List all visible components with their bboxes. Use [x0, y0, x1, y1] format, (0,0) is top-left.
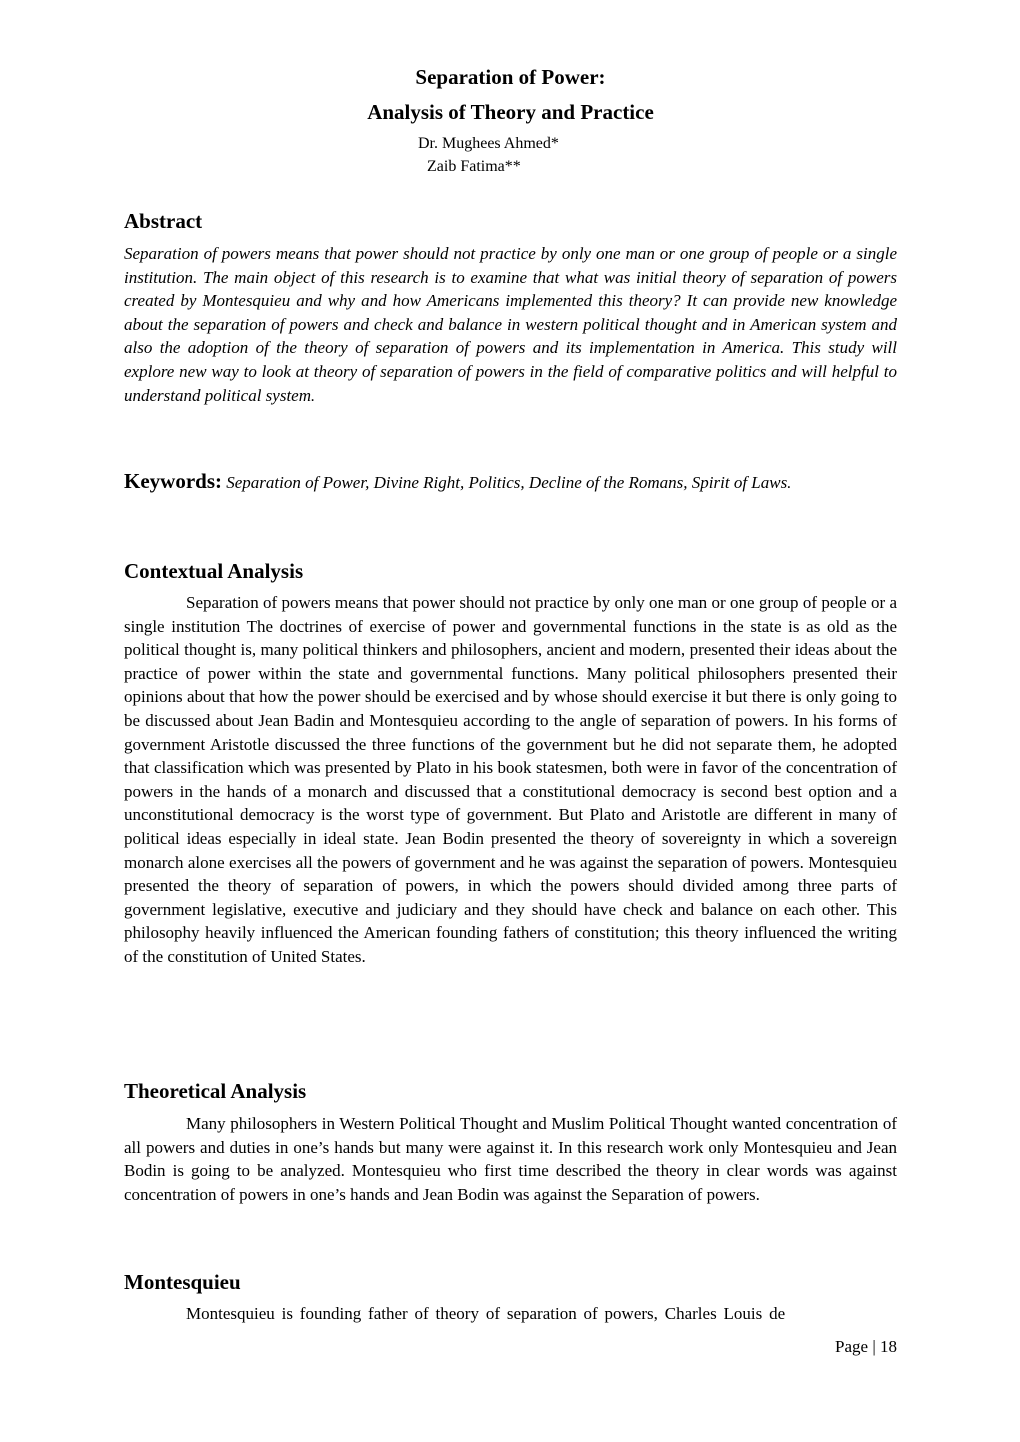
paper-title-line-1: Separation of Power:: [415, 65, 606, 89]
abstract-text: Separation of powers means that power should not practice by only one man or one group of people or a single institution. The main object of this research is to examine that what was initial theory of separation of powers created by Montesquieu and why and how Americans implemented this theory? It can provide new knowledge about the separation of powers and check and balance in western political thought and in American system and also the adoption of the theory of separation of powers and its implementation in America. This study will explore new way to look at theory of separation of powers in the field of comparative politics and will helpful to understand political system: [124, 244, 897, 405]
theoretical-analysis-heading: Theoretical Analysis: [124, 1079, 307, 1103]
montesquieu-heading: Montesquieu: [124, 1270, 241, 1294]
keywords-block: [124, 470, 897, 496]
montesquieu-body: Montesquieu is founding father of theory of separation of powers, Charles Louis de: [186, 1304, 786, 1323]
contextual-analysis-heading: Contextual Analysis: [124, 559, 304, 583]
author-2: Zaib Fatima**: [427, 158, 521, 175]
contextual-analysis-body: Separation of powers means that power should not practice by only one man or one group of people or a single institution The doctrines of exercise of power and governmental functions in the state is as old as the political thought is, many political thinkers and philosophers, ancient and modern, presented their ideas about the practice of power within the state and governmental functions. Many political philosophers presented their opinions about that how the power should be exercised and by whose should exercise it but there is only going to be discussed about Jean Badin and Montesquieu according to the angle of separation of powers. In his forms of government Aristotle discussed the three functions of the government but he did not separate them, he adopted that classification which was presented by Plato in his book statesmen, both were in favor of the concentration of powers in the hands of a monarch and discussed that a constitutional democracy is second best option and a unconstitutional democracy is the worst type of government. But Plato and Aristotle are different in many of political ideas especially in ideal state. Jean Bodin presented the theory of sovereignty in which a sovereign monarch alone exercises all the powers of government and he was against the separation of powers. Montesquieu presented the theory of separation of powers, in which the powers should divided among three parts of government legislative, executive and judiciary and they should have check and balance on each other. This philosophy heavily influenced the American founding fathers of constitution; this theory influenced the writing of the constitution of United States.: [124, 593, 897, 966]
abstract-end: .: [310, 387, 315, 405]
abstract-body: [124, 242, 897, 408]
keywords-label: Keywords: [124, 469, 215, 493]
page-number: Page | 18: [835, 1337, 897, 1356]
keywords-end: .: [787, 475, 792, 492]
author-1: Dr. Mughees Ahmed*: [418, 135, 559, 152]
paper-title-line-2: Analysis of Theory and Practice: [367, 100, 654, 124]
keywords-colon: :: [215, 469, 222, 493]
abstract-heading: Abstract: [124, 209, 203, 233]
theoretical-analysis-body: Many philosophers in Western Political Thought and Muslim Political Thought wanted concentration of all powers and duties in one’s hands but many were against it. In this research work only Montesquieu and Jean Bodin is going to be analyzed. Montesquieu who first time described the theory in clear words was against concentration of powers in one’s hands and Jean Bodin was against the Separation of powers.: [124, 1114, 897, 1204]
keywords-text: Separation of Power, Divine Right, Politics, Decline of the Romans, Spirit of Laws: [222, 473, 788, 492]
